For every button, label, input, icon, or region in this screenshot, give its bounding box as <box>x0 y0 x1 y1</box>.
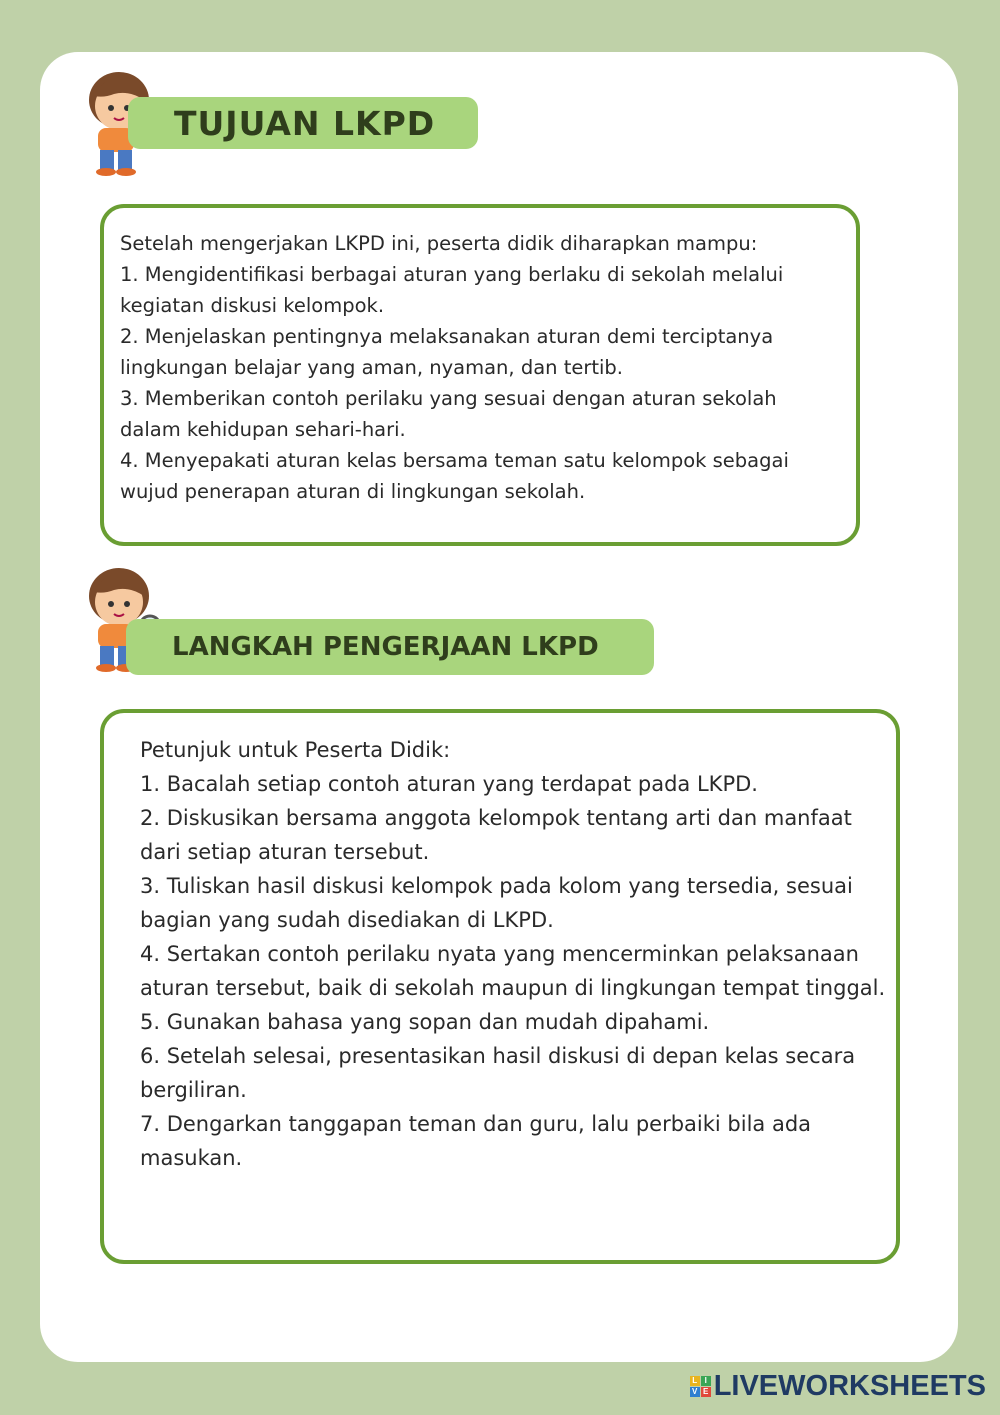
section-1-box <box>100 204 860 546</box>
section-2-item: 1. Bacalah setiap contoh aturan yang terdapat pada LKPD. <box>140 772 758 796</box>
section-2-heading: LANGKAH PENGERJAAN LKPD <box>126 619 654 675</box>
section-1-heading: TUJUAN LKPD <box>128 97 478 149</box>
section-1-item: 2. Menjelaskan pentingnya melaksanakan aturan demi terciptanya lingkungan belajar yang aman, nyaman, dan tertib. <box>120 325 774 379</box>
section-1-item: 1. Mengidentifikasi berbagai aturan yang berlaku di sekolah melalui kegiatan diskusi kelompok. <box>120 263 784 317</box>
liveworksheets-logo-icon: L I V E <box>690 1376 711 1397</box>
section-2-item: 4. Sertakan contoh perilaku nyata yang mencerminkan pelaksanaan aturan tersebut, baik di sekolah maupun di lingkungan tempat tinggal. <box>140 942 886 1000</box>
section-2-item: 6. Setelah selesai, presentasikan hasil diskusi di depan kelas secara bergiliran. <box>140 1044 856 1102</box>
section-2-item: 2. Diskusikan bersama anggota kelompok tentang arti dan manfaat dari setiap aturan tersebut. <box>140 806 852 864</box>
section-1-item: 4. Menyepakati aturan kelas bersama teman satu kelompok sebagai wujud penerapan aturan di lingkungan sekolah. <box>120 449 789 503</box>
section-2-item: 5. Gunakan bahasa yang sopan dan mudah dipahami. <box>140 1010 710 1034</box>
liveworksheets-footer[interactable] <box>690 1370 986 1403</box>
section-2-intro: Petunjuk untuk Peserta Didik: <box>140 738 451 762</box>
section-1-intro: Setelah mengerjakan LKPD ini, peserta didik diharapkan mampu: <box>120 232 758 255</box>
footer-brand: LIVEWORKSHEETS <box>713 1370 986 1402</box>
section-2-box <box>100 709 900 1264</box>
section-1-item: 3. Memberikan contoh perilaku yang sesuai dengan aturan sekolah dalam kehidupan sehari-hari. <box>120 387 777 441</box>
section-2-item: 3. Tuliskan hasil diskusi kelompok pada kolom yang tersedia, sesuai bagian yang sudah disediakan di LKPD. <box>140 874 853 932</box>
section-2-item: 7. Dengarkan tanggapan teman dan guru, lalu perbaiki bila ada masukan. <box>140 1112 812 1170</box>
